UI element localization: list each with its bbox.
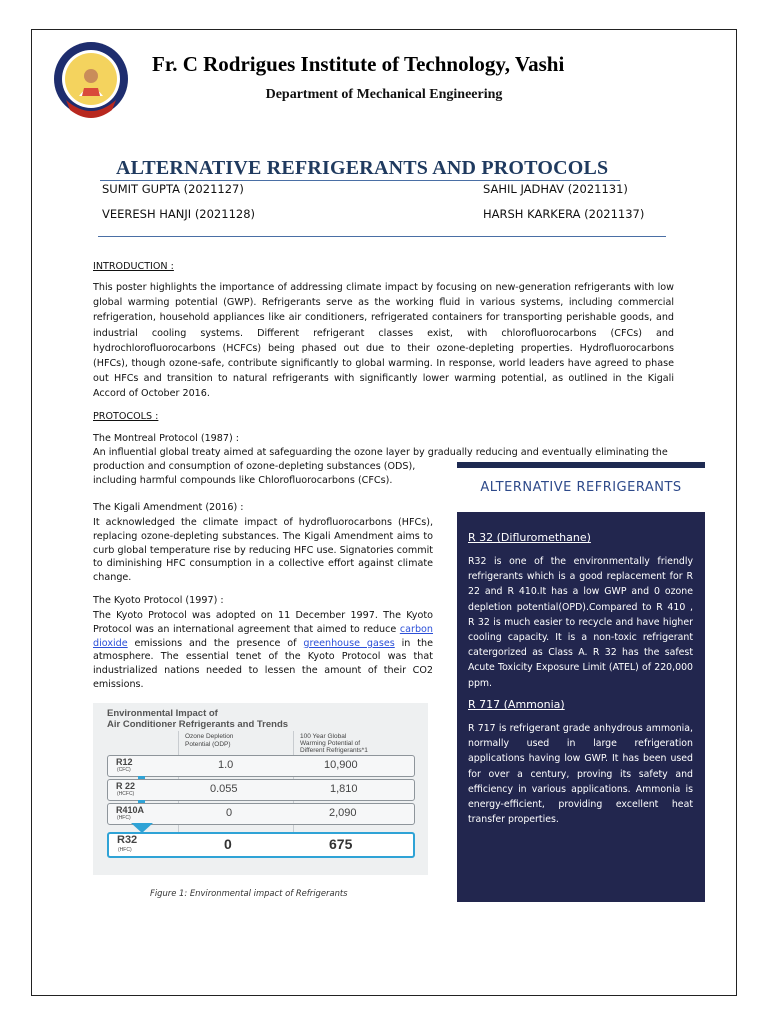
- kyoto-title: The Kyoto Protocol (1997) :: [93, 595, 224, 606]
- figure-row: [107, 755, 415, 777]
- odp-value: 0.055: [210, 783, 238, 795]
- refrigerant-class: (HFC): [118, 847, 132, 853]
- figure-row: [107, 779, 415, 801]
- montreal-text-line-3: including harmful compounds like Chlorofluorocarbons (CFCs).: [93, 475, 393, 486]
- author-3: VEERESH HANJI (2021128): [102, 207, 256, 221]
- odp-value: 0: [226, 807, 233, 819]
- alternatives-top-bar: [457, 462, 705, 468]
- montreal-title: The Montreal Protocol (1987) :: [93, 433, 240, 444]
- poster-title: ALTERNATIVE REFRIGERANTS AND PROTOCOLS: [116, 157, 609, 179]
- alternatives-heading: ALTERNATIVE REFRIGERANTS: [480, 480, 682, 495]
- gwp-value: 10,900: [324, 759, 358, 771]
- carbon-dioxide-link[interactable]: carbon dioxide: [93, 623, 433, 649]
- introduction-heading: INTRODUCTION :: [93, 261, 174, 272]
- gwp-header-line-1: 100 Year Global: [300, 733, 347, 740]
- gwp-header-line-2: Warming Potential of: [300, 740, 361, 747]
- kyoto-text: The Kyoto Protocol was adopted on 11 December 1997. The Kyoto Protocol was an international agreement that aimed to reduce carbon dioxide emissions and the presence of greenhouse gases in the atmosphere. The essential tenet of the Kyoto Protocol was that industrialized nations needed to lessen the amount of their CO2 emissions.: [93, 610, 434, 690]
- figure-title-line-2: Air Conditioner Refrigerants and Trends: [107, 719, 289, 730]
- authors-divider: [98, 236, 666, 237]
- greenhouse-gases-link[interactable]: greenhouse gases: [303, 637, 395, 649]
- refrigerant-class: (HFC): [117, 815, 131, 821]
- author-1: SUMIT GUPTA (2021127): [102, 182, 244, 196]
- refrigerant-name: R410A: [116, 805, 145, 815]
- gwp-value: 1,810: [330, 783, 358, 795]
- r717-description: R 717 is refrigerant grade anhydrous ammonia, normally used in large refrigeration applications having low GWP. It has been used for over a century, proving its safety and efficiency in various applications. Ammonia is energy-efficient, providing excellent heat transfer properties.: [468, 723, 693, 826]
- refrigerant-name: R32: [117, 834, 138, 846]
- odp-value: 1.0: [218, 759, 234, 771]
- r32-description: R32 is one of the environmentally friendly refrigerants which is a good replacement for R 22 and R 410.It has a low GWP and 0 ozone depletion potential(OPD).Compared to R 410 , R 32 is much easier to recycle and have higher cooling capacity. It is a non-toxic refrigerant catergorized as Class A. R 32 has the safest Acute Toxicity Exposure Limit (ATEL) of 220,000 ppm.: [468, 556, 693, 689]
- institute-name: Fr. C Rodrigues Institute of Technology, Vashi: [152, 52, 565, 76]
- montreal-text-line-2: production and consumption of ozone-depleting substances (ODS),: [93, 461, 416, 472]
- r32-name: R 32 (Difluromethane): [468, 531, 591, 544]
- figure-row-highlight: [107, 832, 415, 858]
- figure-caption: Figure 1: Environmental impact of Refrigerants: [150, 888, 348, 898]
- institute-logo: [52, 40, 130, 122]
- refrigerant-class: (CFC): [117, 767, 131, 773]
- figure-row: [107, 803, 415, 825]
- introduction-text: This poster highlights the importance of addressing climate impact by focusing on new-generation refrigerants with low global warming potential (GWP). Refrigerants serve as the working fluid in various systems, including commercial refrigeration, household appliances like air conditioners, refrigerated containers for transporting perishable goods, and industrial cooling systems. Different refrigerant classes exist, with chlorofluorocarbons (CFCs) and hydrochlorofluorocarbons (HCFCs) being phased out due to their ozone-depleting properties. Hydrofluorocarbons (HFCs), though ozone-safe, contribute significantly to global warming. In response, world leaders have agreed to phase out HFCs and transition to natural refrigerants with significantly lower warming potential, as outlined in the Kigali Accord of October 2016.: [93, 282, 674, 400]
- author-2: SAHIL JADHAV (2021131): [483, 182, 628, 196]
- odp-header-line-2: Potential (ODP): [185, 741, 231, 748]
- r717-name: R 717 (Ammonia): [468, 698, 565, 711]
- protocols-heading: PROTOCOLS :: [93, 411, 159, 422]
- kigali-text: It acknowledged the climate impact of hydrofluorocarbons (HFCs), replacing ozone-depleting substances. The Kigali Amendment aims to curb global temperature rise by reducing HFC use. Signatories commit to diminishing HFC consumption in a collective effort against climate change.: [93, 517, 433, 584]
- refrigerant-name: R 22: [116, 781, 136, 791]
- kigali-title: The Kigali Amendment (2016) :: [93, 502, 244, 513]
- montreal-text-line-1: An influential global treaty aimed at safeguarding the ozone layer by gradually reducing and eventually eliminating the: [93, 447, 668, 458]
- refrigerant-class: (HCFC): [117, 791, 135, 797]
- refrigerant-name: R12: [116, 757, 133, 767]
- refrigerant-impact-figure: [93, 703, 428, 875]
- department-name: Department of Mechanical Engineering: [265, 87, 503, 102]
- title-divider: [100, 180, 620, 181]
- figure-title-line-1: Environmental Impact of: [107, 708, 218, 719]
- odp-value: 0: [224, 836, 232, 852]
- gwp-header-line-3: Different Refrigerants*1: [300, 747, 368, 754]
- odp-header-line-1: Ozone Depletion: [185, 733, 234, 740]
- gwp-value: 2,090: [329, 807, 357, 819]
- author-4: HARSH KARKERA (2021137): [483, 207, 645, 221]
- gwp-value: 675: [329, 836, 353, 852]
